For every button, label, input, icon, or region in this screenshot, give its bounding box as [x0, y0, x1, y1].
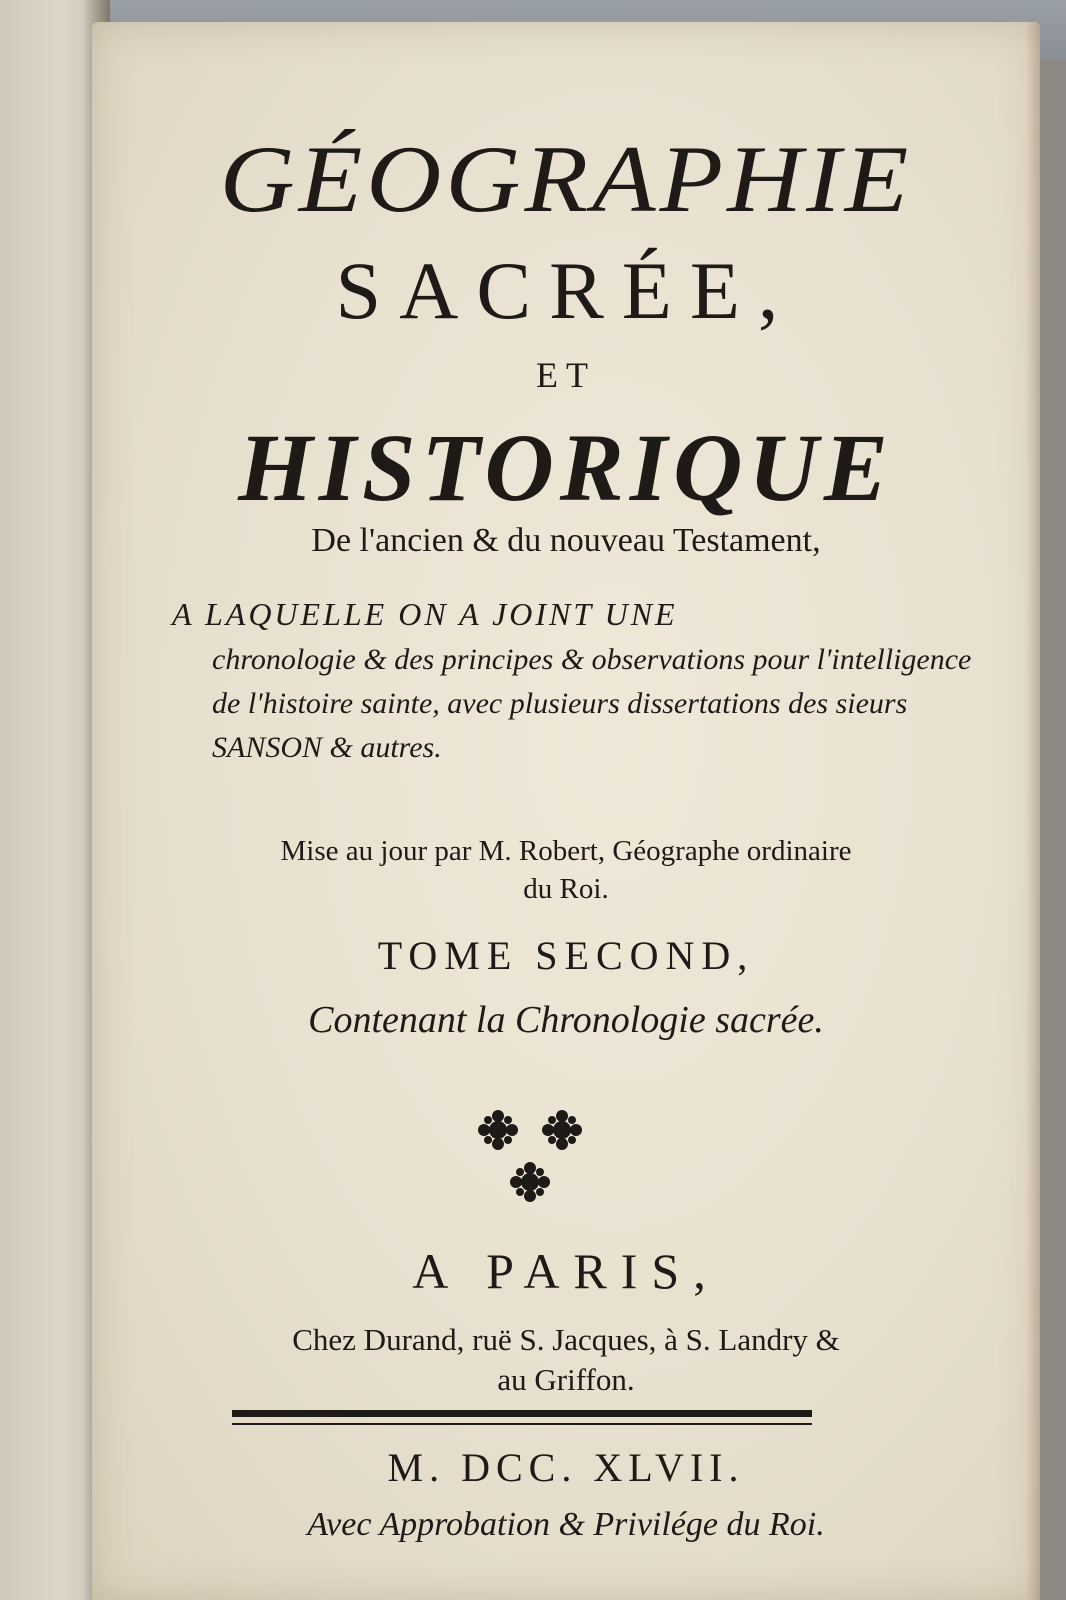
publisher-line-1: Chez Durand, ruë S. Jacques, à S. Landry &: [292, 1322, 840, 1357]
publisher-line-2: au Griffon.: [497, 1362, 635, 1397]
imprint-place: A PARIS,: [412, 1243, 720, 1299]
title-line-sacree: SACRÉE,: [335, 245, 797, 336]
double-rule-thin: [232, 1423, 812, 1425]
fleuron-ornament-icon: [466, 1102, 596, 1212]
title-page: [92, 22, 1040, 1600]
volume-label: TOME SECOND,: [377, 933, 755, 978]
privilege-note: Avec Approbation & Privilége du Roi.: [307, 1506, 825, 1543]
addendum-body: chronologie & des principes & observations pour l'intelligence de l'histoire sainte, avec plusieurs dissertations des sieurs SANSON & autres.: [212, 643, 972, 764]
subtitle: De l'ancien & du nouveau Testament,: [311, 522, 821, 559]
editor-line-1: Mise au jour par M. Robert, Géographe ordinaire: [280, 835, 852, 867]
editor-line-2: du Roi.: [523, 873, 609, 905]
double-rule-thick: [232, 1410, 812, 1417]
title-line-geographie: GÉOGRAPHIE: [219, 126, 913, 233]
addendum-heading: A LAQUELLE ON A JOINT UNE: [172, 596, 678, 632]
volume-contents: Contenant la Chronologie sacrée.: [308, 999, 824, 1041]
publisher: [92, 1320, 1040, 1400]
title-line-et: ET: [536, 355, 596, 395]
editor-credit: [92, 832, 1040, 908]
title-line-historique: HISTORIQUE: [238, 414, 894, 521]
imprint-year: M. DCC. XLVII.: [387, 1445, 745, 1490]
